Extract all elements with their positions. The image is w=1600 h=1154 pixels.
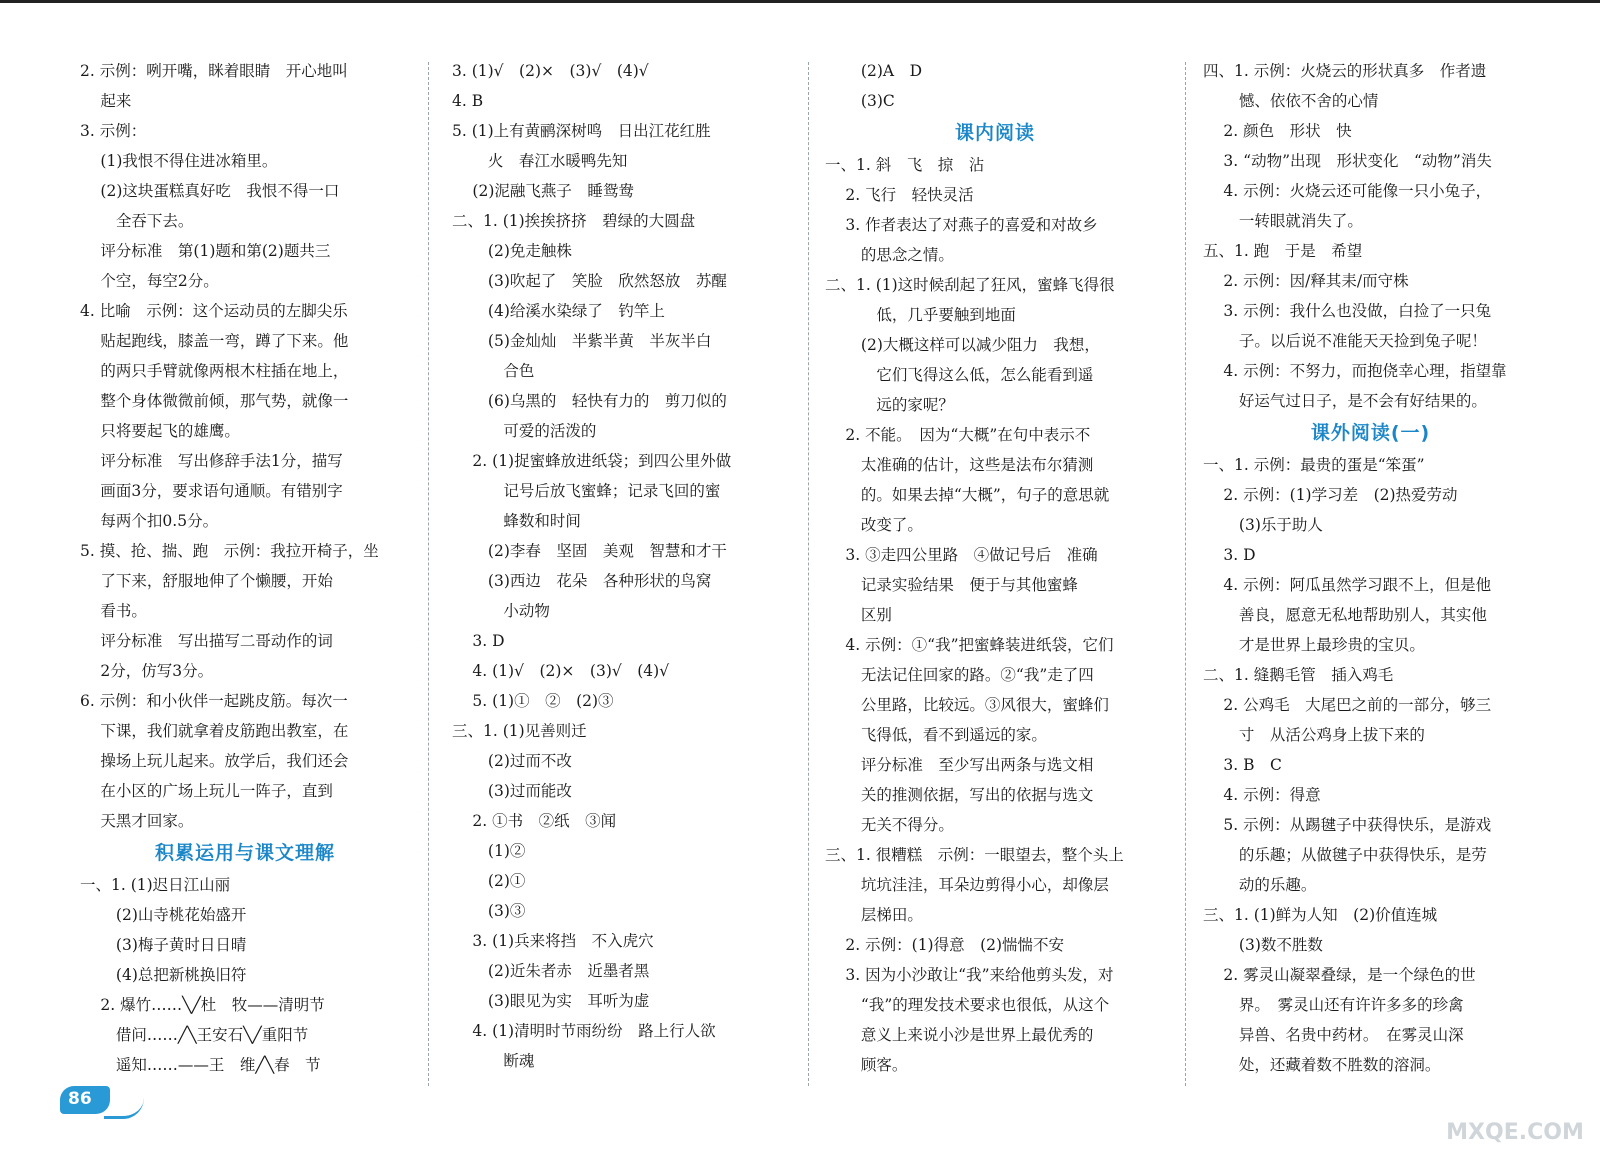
answer-line: (2)山寺桃花始盛开 bbox=[80, 906, 247, 924]
answer-line: 公里路，比较远。③风很大，蜜蜂们 bbox=[825, 696, 1109, 714]
answer-line: 在小区的广场上玩儿一阵子，直到 bbox=[80, 782, 333, 800]
answer-line: 4. 示例：①“我”把蜜蜂装进纸袋，它们 bbox=[825, 636, 1114, 654]
answer-line: (3)过而能改 bbox=[452, 782, 572, 800]
answer-line: (2)① bbox=[452, 872, 526, 890]
answer-line: 的思念之情。 bbox=[825, 246, 954, 264]
section-title: 课外阅读(一) bbox=[1310, 422, 1431, 444]
answer-line: (2)近朱者赤 近墨者黑 bbox=[452, 962, 650, 980]
answer-line: 一转眼就消失了。 bbox=[1203, 212, 1363, 230]
answer-line: 3. 示例： bbox=[80, 122, 147, 140]
answer-line: 异兽、名贵中药材。 在雾灵山深 bbox=[1203, 1026, 1464, 1044]
answer-line: 5. (1)① ② (2)③ bbox=[452, 692, 614, 710]
answer-line: 2. 示例：(1)学习差 (2)热爱劳动 bbox=[1203, 486, 1458, 504]
answer-line: 3. (1)兵来将挡 不入虎穴 bbox=[452, 932, 654, 950]
answer-line: (6)乌黑的 轻快有力的 剪刀似的 bbox=[452, 392, 727, 410]
answer-line: (3)西边 花朵 各种形状的鸟窝 bbox=[452, 572, 712, 590]
answer-line: 5. 示例：从踢毽子中获得快乐，是游戏 bbox=[1203, 816, 1492, 834]
answer-line: 顾客。 bbox=[825, 1056, 908, 1074]
answer-line: 低，几乎要触到地面 bbox=[825, 306, 1016, 324]
answer-line: 层梯田。 bbox=[825, 906, 923, 924]
answer-line: 全吞下去。 bbox=[80, 212, 194, 230]
answer-line: 一、1. 示例：最贵的蛋是“笨蛋” bbox=[1203, 456, 1425, 474]
answer-line: 2. 示例：咧开嘴，眯着眼睛 开心地叫 bbox=[80, 62, 348, 80]
answer-line: (2)这块蛋糕真好吃 我恨不得一口 bbox=[80, 182, 340, 200]
answer-line: 3. (1)√ (2)× (3)√ (4)√ bbox=[452, 62, 649, 80]
watermark-url: MXQE.COM bbox=[1446, 1120, 1584, 1145]
answer-line: 天黑才回家。 bbox=[80, 812, 194, 830]
column-1 bbox=[80, 56, 410, 1080]
answer-line: 意义上来说小沙是世界上最优秀的 bbox=[825, 1026, 1094, 1044]
answer-line: 3. ③走四公里路 ④做记号后 准确 bbox=[825, 546, 1098, 564]
answer-line: 憾、依依不舍的心情 bbox=[1203, 92, 1379, 110]
answer-line: 四、1. 示例：火烧云的形状真多 作者遗 bbox=[1203, 62, 1487, 80]
answer-line: 一、1. (1)迟日江山丽 bbox=[80, 876, 231, 894]
answer-line: 看书。 bbox=[80, 602, 147, 620]
answer-line: 区别 bbox=[825, 606, 892, 624]
answer-line: 4. 示例：不努力，而抱侥幸心理，指望靠 bbox=[1203, 362, 1507, 380]
answer-line: 4. (1)清明时节雨纷纷 路上行人欲 bbox=[452, 1022, 716, 1040]
answer-line: 断魂 bbox=[452, 1052, 535, 1070]
column-divider bbox=[1185, 62, 1186, 1086]
answer-line: 5. 摸、抢、揣、跑 示例：我拉开椅子，坐 bbox=[80, 542, 379, 560]
answer-line: 了下来，舒服地伸了个懒腰，开始 bbox=[80, 572, 333, 590]
answer-line: (3)眼见为实 耳听为虚 bbox=[452, 992, 650, 1010]
answer-line: (4)总把新桃换旧符 bbox=[80, 966, 247, 984]
answer-line: 2. 示例：因/释其耒/而守株 bbox=[1203, 272, 1409, 290]
column-2 bbox=[452, 56, 797, 1076]
answer-line: 处，还藏着数不胜数的溶洞。 bbox=[1203, 1056, 1441, 1074]
answer-line: 坑坑洼洼，耳朵边剪得小心，却像层 bbox=[825, 876, 1109, 894]
answer-line: 的乐趣；从做毽子中获得快乐，是劳 bbox=[1203, 846, 1487, 864]
answer-line: 五、1. 跑 于是 希望 bbox=[1203, 242, 1363, 260]
answer-line: 操场上玩儿起来。放学后，我们还会 bbox=[80, 752, 349, 770]
answer-line: 3. 作者表达了对燕子的喜爱和对故乡 bbox=[825, 216, 1098, 234]
answer-line: 太准确的估计，这些是法布尔猜测 bbox=[825, 456, 1094, 474]
answer-line: 每两个扣0.5分。 bbox=[80, 512, 219, 530]
answer-line: 3. D bbox=[452, 632, 505, 650]
answer-line: 2. 颜色 形状 快 bbox=[1203, 122, 1352, 140]
answer-line: 无法记住回家的路。②“我”走了四 bbox=[825, 666, 1094, 684]
answer-line: 好运气过日子，是不会有好结果的。 bbox=[1203, 392, 1487, 410]
section-title: 课内阅读 bbox=[954, 122, 1035, 144]
answer-line: 关的推测依据，写出的依据与选文 bbox=[825, 786, 1094, 804]
answer-line: (3)数不胜数 bbox=[1203, 936, 1323, 954]
answer-line: 记录实验结果 便于与其他蜜蜂 bbox=[825, 576, 1078, 594]
answer-line: 三、1. (1)见善则迁 bbox=[452, 722, 587, 740]
answer-line: 二、1. (1)挨挨挤挤 碧绿的大圆盘 bbox=[452, 212, 696, 230]
answer-line: 评分标准 第(1)题和第(2)题共三 bbox=[80, 242, 331, 260]
answer-line: 4. 示例：得意 bbox=[1203, 786, 1321, 804]
answer-line: 4. B bbox=[452, 92, 484, 110]
answer-line: 改变了。 bbox=[825, 516, 923, 534]
answer-line: (3)乐于助人 bbox=[1203, 516, 1323, 534]
section-title: 积累运用与课文理解 bbox=[154, 842, 335, 864]
answer-line: 三、1. (1)鲜为人知 (2)价值连城 bbox=[1203, 906, 1438, 924]
answer-line: 二、1. (1)这时候刮起了狂风，蜜蜂飞得很 bbox=[825, 276, 1115, 294]
answer-line: 借问……╱╲王安石╲╱重阳节 bbox=[80, 1026, 309, 1044]
answer-line: (1)我恨不得住进冰箱里。 bbox=[80, 152, 278, 170]
answer-line: 3. “动物”出现 形状变化 “动物”消失 bbox=[1203, 152, 1492, 170]
answer-line: 3. 示例：我什么也没做，白捡了一只兔 bbox=[1203, 302, 1492, 320]
answer-line: 只将要起飞的雄鹰。 bbox=[80, 422, 240, 440]
answer-line: 一、1. 斜 飞 掠 沾 bbox=[825, 156, 985, 174]
top-border bbox=[0, 0, 1600, 3]
answer-line: (2)大概这样可以减少阻力 我想， bbox=[825, 336, 1100, 354]
page-number-badge bbox=[60, 1086, 130, 1122]
answer-line: (2)免走触株 bbox=[452, 242, 572, 260]
answer-line: 4. 示例：火烧云还可能像一只小兔子， bbox=[1203, 182, 1492, 200]
answer-line: 远的家呢？ bbox=[825, 396, 954, 414]
answer-line: 下课，我们就拿着皮筋跑出教室，在 bbox=[80, 722, 349, 740]
answer-line: 2. ①书 ②纸 ③闻 bbox=[452, 812, 617, 830]
answer-line: 界。 雾灵山还有许许多多的珍禽 bbox=[1203, 996, 1464, 1014]
answer-line: (3)吹起了 笑脸 欣然怒放 苏醒 bbox=[452, 272, 727, 290]
answer-line: 评分标准 写出修辞手法1分，描写 bbox=[80, 452, 343, 470]
answer-line: 2. 示例：(1)得意 (2)惴惴不安 bbox=[825, 936, 1065, 954]
answer-line: 个空，每空2分。 bbox=[80, 272, 219, 290]
answer-line: 它们飞得这么低，怎么能看到遥 bbox=[825, 366, 1094, 384]
answer-line: 的两只手臂就像两根木柱插在地上， bbox=[80, 362, 349, 380]
answer-line: 评分标准 至少写出两条与选文相 bbox=[825, 756, 1094, 774]
answer-line: (2)李春 坚固 美观 智慧和才干 bbox=[452, 542, 727, 560]
answer-line: 整个身体微微前倾，那气势，就像一 bbox=[80, 392, 349, 410]
answer-line: 善良，愿意无私地帮助别人，其实他 bbox=[1203, 606, 1487, 624]
answer-line: 起来 bbox=[80, 92, 132, 110]
answer-line: 才是世界上最珍贵的宝贝。 bbox=[1203, 636, 1425, 654]
answer-line: 贴起跑线，膝盖一弯，蹲了下来。他 bbox=[80, 332, 349, 350]
answer-line: 3. D bbox=[1203, 546, 1256, 564]
answer-line: 2. 飞行 轻快灵活 bbox=[825, 186, 974, 204]
watermark-logo bbox=[1440, 1080, 1590, 1124]
answer-line: 记号后放飞蜜蜂；记录飞回的蜜 bbox=[452, 482, 721, 500]
answer-line: (3)③ bbox=[452, 902, 526, 920]
answer-line: 3. B C bbox=[1203, 756, 1282, 774]
answer-line: 4. (1)√ (2)× (3)√ (4)√ bbox=[452, 662, 670, 680]
answer-line: 无关不得分。 bbox=[825, 816, 954, 834]
answer-line: 三、1. 很糟糕 示例：一眼望去，整个头上 bbox=[825, 846, 1124, 864]
answer-line: (4)给溪水染绿了 钓竿上 bbox=[452, 302, 665, 320]
answer-line: 2. 公鸡毛 大尾巴之前的一部分，够三 bbox=[1203, 696, 1492, 714]
answer-line: 4. 示例：阿瓜虽然学习跟不上，但是他 bbox=[1203, 576, 1492, 594]
answer-line: (5)金灿灿 半紫半黄 半灰半白 bbox=[452, 332, 712, 350]
column-divider bbox=[428, 62, 429, 1086]
answer-line: 寸 从活公鸡身上拔下来的 bbox=[1203, 726, 1425, 744]
answer-line: 2. 不能。 因为“大概”在句中表示不 bbox=[825, 426, 1091, 444]
answer-line: “我”的理发技术要求也很低，从这个 bbox=[825, 996, 1110, 1014]
answer-line: 评分标准 写出描写二哥动作的词 bbox=[80, 632, 333, 650]
answer-line: 可爱的活泼的 bbox=[452, 422, 597, 440]
answer-line: (1)② bbox=[452, 842, 526, 860]
column-4 bbox=[1203, 56, 1538, 1080]
answer-line: 6. 示例：和小伙伴一起跳皮筋。每次一 bbox=[80, 692, 348, 710]
answer-line: 合色 bbox=[452, 362, 535, 380]
answer-line: (3)梅子黄时日日晴 bbox=[80, 936, 247, 954]
answer-line: 蜂数和时间 bbox=[452, 512, 581, 530]
answer-line: 子。以后说不准能天天捡到兔子呢！ bbox=[1203, 332, 1487, 350]
answer-line: 4. 比喻 示例：这个运动员的左脚尖乐 bbox=[80, 302, 348, 320]
watermark bbox=[1440, 1080, 1590, 1150]
answer-line: 2. 雾灵山凝翠叠绿，是一个绿色的世 bbox=[1203, 966, 1476, 984]
answer-line: 二、1. 缝鹅毛管 插入鸡毛 bbox=[1203, 666, 1394, 684]
answer-line: 2. (1)捉蜜蜂放进纸袋；到四公里外做 bbox=[452, 452, 732, 470]
answer-line: 画面3分，要求语句通顺。有错别字 bbox=[80, 482, 343, 500]
answer-line: 2分，仿写3分。 bbox=[80, 662, 214, 680]
answer-line: (3)C bbox=[825, 92, 895, 110]
column-divider bbox=[808, 62, 809, 1086]
answer-line: 动的乐趣。 bbox=[1203, 876, 1317, 894]
answer-line: 3. 因为小沙敢让“我”来给他剪头发，对 bbox=[825, 966, 1114, 984]
answer-line: (2)A D bbox=[825, 62, 923, 80]
answer-line: 的。如果去掉“大概”，句子的意思就 bbox=[825, 486, 1110, 504]
answer-line: 5. (1)上有黄鹂深树鸣 日出江花红胜 bbox=[452, 122, 711, 140]
answer-line: 小动物 bbox=[452, 602, 550, 620]
answer-line: (2)泥融飞燕子 睡鸳鸯 bbox=[452, 182, 634, 200]
page-number: 86 bbox=[68, 1089, 92, 1109]
answer-line: 2. 爆竹……╲╱杜 牧——清明节 bbox=[80, 996, 325, 1014]
answer-line: 遥知……——王 维╱╲春 节 bbox=[80, 1056, 321, 1074]
answer-line: (2)过而不改 bbox=[452, 752, 572, 770]
answer-line: 火 春江水暖鸭先知 bbox=[452, 152, 628, 170]
column-3 bbox=[825, 56, 1165, 1080]
answer-line: 飞得低，看不到遥远的家。 bbox=[825, 726, 1047, 744]
